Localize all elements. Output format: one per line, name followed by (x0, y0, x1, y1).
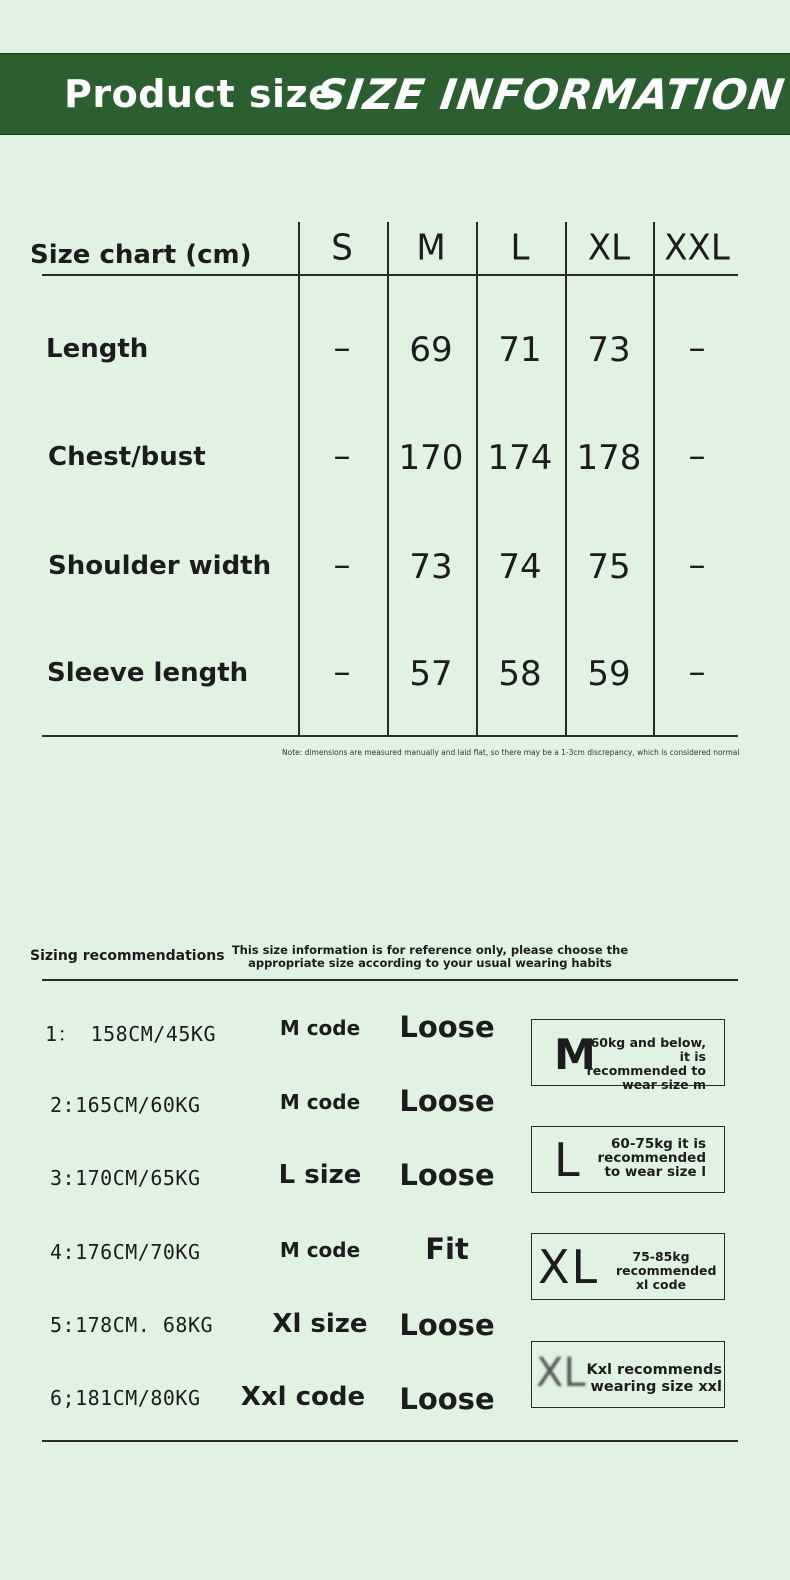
rec-size: M code (279, 1016, 361, 1040)
table-cell: – (688, 652, 706, 692)
table-cell: – (333, 436, 351, 476)
box-text: 60-75kg it is recommended to wear size l (597, 1136, 706, 1180)
rec-fit: Loose (399, 1382, 495, 1416)
rec-height-weight: 1： 158CM/45KG (45, 1022, 216, 1046)
size-header-l: L (510, 227, 530, 269)
rec-fit: Loose (399, 1308, 495, 1342)
row-label-length: Length (46, 334, 149, 364)
table-cell: – (333, 328, 351, 368)
banner-title-stylized: SIZE INFORMATION (312, 70, 789, 119)
table-cell: 174 (487, 438, 553, 478)
rec-size: L size (278, 1160, 362, 1190)
rec-size: Xxl code (240, 1382, 366, 1412)
box-text: 75-85kg recommended xl code (616, 1249, 717, 1292)
table-cell: 71 (498, 330, 542, 370)
box-text: 60kg and below, it is recommended to wear size m (586, 1035, 706, 1092)
size-chart-label: Size chart (cm) (30, 240, 252, 270)
table-bottom-divider (42, 735, 738, 737)
box-letter: M (554, 1030, 596, 1079)
recommendations-top-divider (42, 979, 738, 981)
size-header-xl: XL (587, 227, 631, 269)
size-box-xxl (531, 1341, 725, 1408)
rec-height-weight: 6;181CM/80KG (50, 1386, 201, 1410)
banner-title: Product size (64, 72, 335, 116)
rec-size: M code (279, 1238, 361, 1262)
table-cell: – (688, 328, 706, 368)
table-cell: – (333, 545, 351, 585)
header-banner (0, 53, 790, 135)
recommendations-title: Sizing recommendations (30, 948, 225, 964)
table-cell: 170 (398, 438, 464, 478)
table-cell: – (333, 652, 351, 692)
size-header-xxl: XXL (664, 227, 730, 269)
row-label-sleeve: Sleeve length (47, 658, 249, 688)
table-cell: 59 (587, 654, 631, 694)
rec-size: M code (279, 1090, 361, 1114)
measurement-note: Note: dimensions are measured manually and laid flat, so there may be a 1-3cm discrepancy, which is considered normal (282, 748, 740, 757)
box-letter: XL (536, 1350, 586, 1396)
table-cell: 57 (409, 654, 453, 694)
recommendations-description: This size information is for reference only, please choose the appropriate size according to your usual wearing habits (231, 943, 629, 970)
rec-height-weight: 4:176CM/70KG (50, 1240, 201, 1264)
row-label-shoulder: Shoulder width (48, 551, 272, 581)
box-letter: L (554, 1133, 580, 1187)
size-header-s: S (331, 227, 353, 269)
size-box-l (531, 1126, 725, 1193)
table-cell: 178 (576, 438, 642, 478)
size-header-m: M (416, 227, 446, 269)
rec-fit: Loose (399, 1158, 495, 1192)
rec-fit: Loose (399, 1010, 495, 1044)
box-letter: XL (538, 1240, 600, 1294)
row-label-chest: Chest/bust (48, 442, 206, 472)
table-cell: 73 (587, 330, 631, 370)
table-cell: 69 (409, 330, 453, 370)
table-cell: – (688, 436, 706, 476)
recommendations-bottom-divider (42, 1440, 738, 1442)
size-box-m (531, 1019, 725, 1092)
table-cell: 74 (498, 547, 542, 587)
table-header-divider (42, 274, 738, 276)
rec-height-weight: 3:170CM/65KG (50, 1166, 201, 1190)
table-cell: 58 (498, 654, 542, 694)
size-box-xl (531, 1233, 725, 1300)
rec-height-weight: 2:165CM/60KG (50, 1093, 201, 1117)
box-text: Kxl recommends wearing size xxl (586, 1362, 722, 1395)
rec-size: Xl size (272, 1309, 368, 1339)
rec-fit: Fit (425, 1232, 469, 1266)
table-cell: – (688, 545, 706, 585)
table-cell: 73 (409, 547, 453, 587)
rec-fit: Loose (399, 1084, 495, 1118)
rec-height-weight: 5:178CM. 68KG (50, 1313, 214, 1337)
table-cell: 75 (587, 547, 631, 587)
